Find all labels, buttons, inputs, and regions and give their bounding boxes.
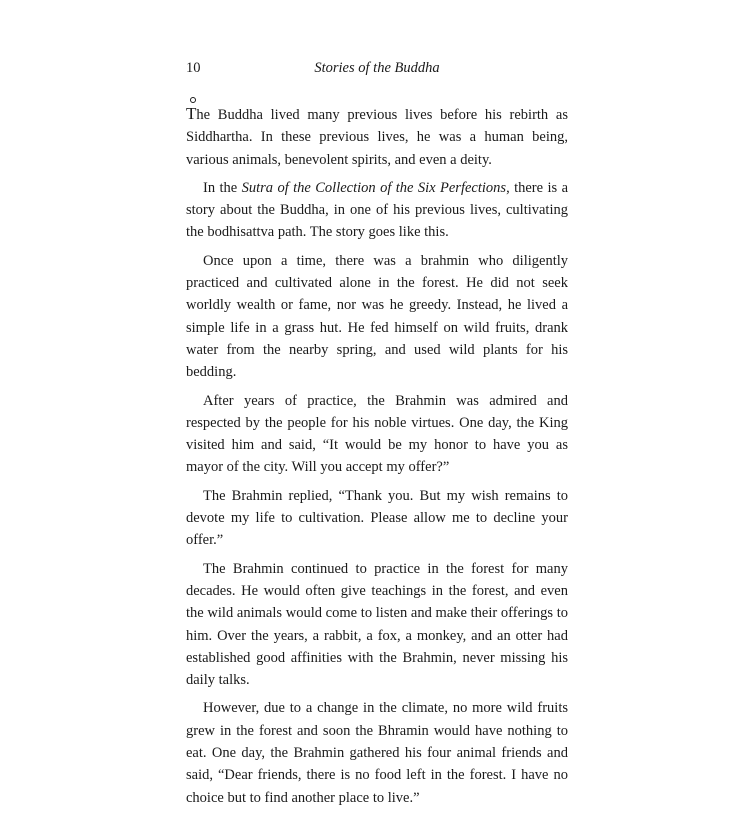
- paragraph-1: [186, 103, 568, 171]
- paragraph-1-text: he Buddha lived many previous lives before his rebirth as Siddhartha. In these previous lives, he was a human being, various animals, benevolent spirits, and even a deity.: [186, 107, 568, 168]
- paragraph-4: After years of practice, the Brahmin was admired and respected by the people for his noble virtues. One day, the King visited him and said, “It would be my honor to have you as mayor of the city. Will you accept my offer?”: [186, 392, 568, 476]
- paragraph-2-after: , there is a story about the Buddha, in one of his previous lives, cultivating the bodhisattva path. The story goes like this.: [186, 179, 569, 241]
- paragraph-7: However, due to a change in the climate, no more wild fruits grew in the forest and soon the Bhramin would have nothing to eat. One day, the Brahmin gathered his four animal friends and said, “Dear friends, there is no food left in the forest. I have no choice but to find another place to live.”: [186, 700, 568, 806]
- paragraph-3: Once upon a time, there was a brahmin who diligently practiced and cultivated alone in the forest. He did not seek worldly wealth or fame, nor was he greedy. Instead, he lived a simple life in a grass hut. He fed himself on wild fruits, drank water from the nearby spring, and used wild plants for his bedding.: [186, 252, 568, 381]
- paragraph-2: [186, 177, 568, 244]
- sutra-title: Sutra of the Collection of the Six Perfections: [241, 179, 507, 196]
- decorated-initial: T: [186, 104, 197, 123]
- paragraph-6: The Brahmin continued to practice in the forest for many decades. He would often give teachings in the forest, and even the wild animals would come to listen and make their offerings to him. Over the years, a rabbit, a fox, a monkey, and an otter had established good affinities with the Brahmin, never missing his daily talks.: [186, 560, 568, 689]
- paragraph-5: The Brahmin replied, “Thank you. But my wish remains to devote my life to cultivation. Please allow me to decline your offer.”: [186, 487, 568, 549]
- running-head: [186, 60, 568, 82]
- book-title: Stories of the Buddha: [314, 60, 440, 76]
- body-text: [186, 103, 568, 815]
- paragraph-2-before: In the: [203, 179, 242, 196]
- page-number: 10: [186, 60, 201, 76]
